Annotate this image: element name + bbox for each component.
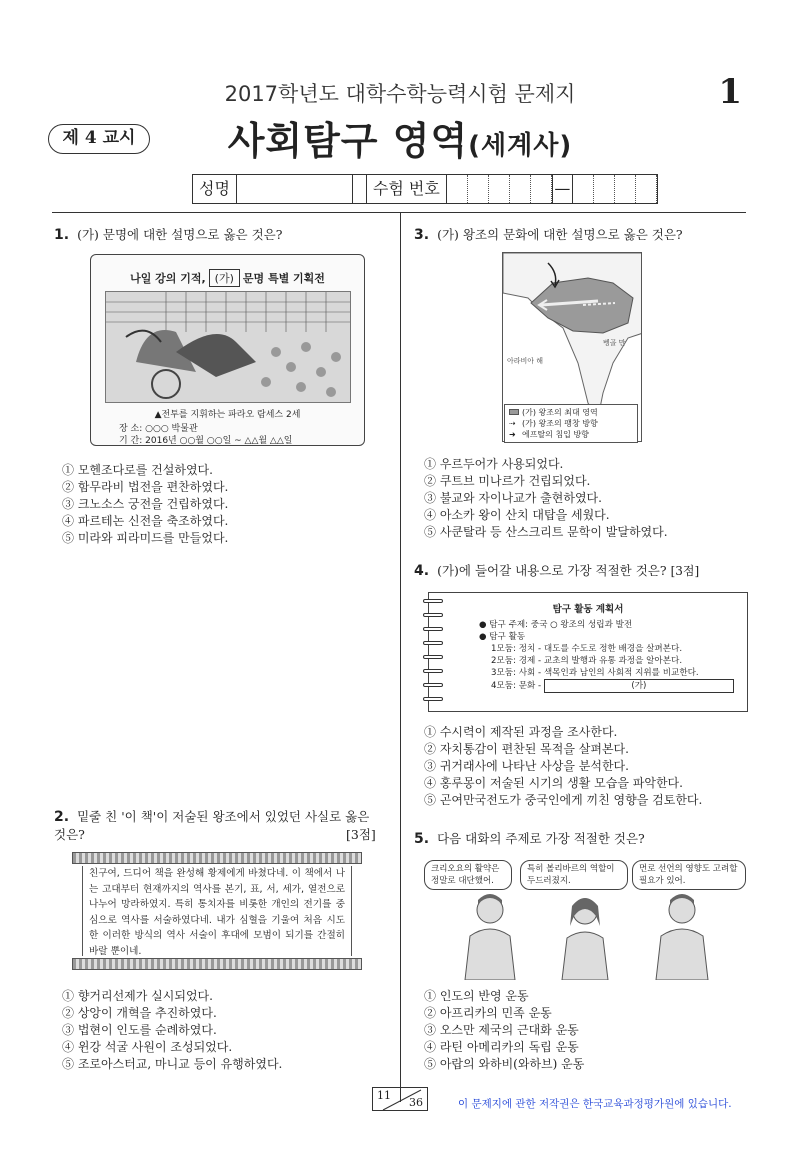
exam-no-label: 수험 번호 <box>367 175 447 203</box>
blank-ga: (가) <box>544 679 734 693</box>
option-4[interactable]: ④ 라틴 아메리카의 독립 운동 <box>424 1040 579 1054</box>
option-1[interactable]: ① 향거리선제가 실시되었다. <box>62 989 213 1003</box>
speech-bubble-3: 먼로 선언의 영향도 고려할 필요가 있어. <box>632 860 746 890</box>
id-gap <box>353 175 367 203</box>
legend-item-invasion: ➜ 에프탈의 침입 방향 <box>509 430 589 439</box>
arabia-label: 아라비아 해 <box>507 357 544 365</box>
poster-title: 나일 강의 기적, (가) 문명 특별 기획전 <box>91 269 364 287</box>
option-5[interactable]: ⑤ 사쿤탈라 등 산스크리트 문학이 발달하였다. <box>424 525 668 539</box>
option-2[interactable]: ② 상앙이 개혁을 추진하였다. <box>62 1006 217 1020</box>
legend-item-expansion: ⇢ (가) 왕조의 팽창 방향 <box>509 419 598 428</box>
option-5[interactable]: ⑤ 아랍의 와하비(와하브) 운동 <box>424 1057 585 1071</box>
poster-period: 기 간: 2016년 ○○월 ○○일 ~ △△월 △△일 <box>119 436 293 446</box>
option-2[interactable]: ② 자치통감이 편찬된 목적을 살펴본다. <box>424 742 629 756</box>
plan-item-4: 4모둠: 문화 - (가) <box>479 679 734 693</box>
option-5[interactable]: ⑤ 미라와 피라미드를 만들었다. <box>62 531 229 545</box>
exam-no-dash: — <box>552 175 573 203</box>
q1-options <box>62 462 228 547</box>
option-3[interactable]: ③ 귀거래사에 나타난 사상을 분석한다. <box>424 759 629 773</box>
speech-bubble-1: 크리오요의 활약은 정말로 대단했어. <box>424 860 512 890</box>
speech-bubble-2: 특히 볼리바르의 역할이 두드러졌지. <box>520 860 628 890</box>
dialogue-illustration <box>420 856 748 980</box>
question-1 <box>54 226 384 244</box>
scroll-top <box>72 852 362 864</box>
question-2 <box>54 808 384 844</box>
subject-sub: (세계사) <box>468 131 573 161</box>
question-number: 5. <box>414 831 430 847</box>
option-2[interactable]: ② 아프리카의 민족 운동 <box>424 1006 552 1020</box>
question-3 <box>414 226 744 244</box>
option-4[interactable]: ④ 파르테논 신전을 축조하였다. <box>62 514 229 528</box>
subject-main: 사회탐구 영역 <box>227 119 469 163</box>
passage-scroll <box>72 852 362 970</box>
exam-title: 2017학년도 대학수학능력시험 문제지 <box>224 82 576 106</box>
question-number: 3. <box>414 227 430 243</box>
option-5[interactable]: ⑤ 조로아스터교, 마니교 등이 유행하였다. <box>62 1057 283 1071</box>
question-number: 2. <box>54 809 70 825</box>
passage-text: 친구여, 드디어 책을 완성해 황제에게 바쳤다네. 이 책에서 나는 고대부터 현재까지의 역사를 본기, 표, 서, 세가, 열전으로 나누어 망라하였지. 특히 통치자를 비롯한 개인의 전기를 중심으로 역사를 서술하였다네. 내가 심혈을 기울여 처음 시도한 이러한 방식의 역사 서술이 후대에 모범이 되기를 간절히 바랄 뿐이네. <box>82 866 352 956</box>
ramesses-relief-image <box>105 291 351 403</box>
header-divider <box>52 212 746 213</box>
plan-title: 탐구 활동 계획서 <box>552 604 624 615</box>
activity-plan-notebook <box>428 592 748 712</box>
subject-title <box>0 110 800 165</box>
blank-ga: (가) <box>209 269 240 287</box>
q3-options <box>424 456 668 541</box>
option-3[interactable]: ③ 법현이 인도를 순례하였다. <box>62 1023 217 1037</box>
question-number: 4. <box>414 563 430 579</box>
page-number: 1 <box>718 72 742 112</box>
question-4 <box>414 562 754 580</box>
question-stem: 다음 대화의 주제로 가장 적절한 것은? <box>437 831 645 846</box>
question-stem: (가) 왕조의 문화에 대한 설명으로 옳은 것은? <box>437 227 683 242</box>
score-label: [3점] <box>346 827 376 842</box>
column-divider <box>400 212 401 1102</box>
poster-info <box>119 423 292 447</box>
option-1[interactable]: ① 모헨조다로를 건설하였다. <box>62 463 213 477</box>
q2-options <box>62 988 282 1073</box>
name-label: 성명 <box>193 175 237 203</box>
option-3[interactable]: ③ 크노소스 궁전을 건립하였다. <box>62 497 229 511</box>
option-1[interactable]: ① 수시력이 제작된 과정을 조사한다. <box>424 725 618 739</box>
page-current: 11 <box>377 1089 391 1102</box>
copyright-notice: 이 문제지에 관한 저작권은 한국교육과정평가원에 있습니다. <box>458 1098 732 1110</box>
q5-options <box>424 988 584 1073</box>
scroll-bottom <box>72 958 362 970</box>
score-label: [3점] <box>670 564 700 578</box>
option-1[interactable]: ① 인도의 반영 운동 <box>424 989 529 1003</box>
legend-item-area: (가) 왕조의 최대 영역 <box>509 407 633 418</box>
plan-item-3: 3모둠: 사회 - 색목인과 남인의 사회적 지위를 비교한다. <box>491 668 699 678</box>
candidate-id-box <box>192 174 658 204</box>
question-stem: (가) 문명에 대한 설명으로 옳은 것은? <box>77 227 283 242</box>
option-2[interactable]: ② 쿠트브 미나르가 건립되었다. <box>424 474 591 488</box>
plan-topic: ● 탐구 주제: 중국 ○ 왕조의 성립과 발전 <box>479 620 633 630</box>
question-stem: (가)에 들어갈 내용으로 가장 적절한 것은? <box>437 563 667 578</box>
option-2[interactable]: ② 함무라비 법전을 편찬하였다. <box>62 480 229 494</box>
question-stem: 밑줄 친 '이 책'이 저술된 왕조에서 있었던 사실로 옳은 것은? <box>54 809 370 842</box>
option-1[interactable]: ① 우르두어가 사용되었다. <box>424 457 564 471</box>
plan-lines <box>479 619 734 693</box>
question-number: 1. <box>54 227 70 243</box>
page-total: 36 <box>409 1096 423 1109</box>
q4-options <box>424 724 702 809</box>
exam-no-field[interactable] <box>447 175 657 203</box>
option-3[interactable]: ③ 불교와 자이나교가 출현하였다. <box>424 491 602 505</box>
period-badge: 제 4 교시 <box>48 124 150 154</box>
option-4[interactable]: ④ 홍루몽이 저술된 시기의 생활 모습을 파악한다. <box>424 776 683 790</box>
bengal-label: 벵골 만 <box>603 339 626 347</box>
poster-caption: ▲전투를 지휘하는 파라오 람세스 2세 <box>154 410 301 420</box>
poster-place: 장 소: ○○○ 박물관 <box>119 424 198 434</box>
option-4[interactable]: ④ 윈강 석굴 사원이 조성되었다. <box>62 1040 233 1054</box>
plan-item-2: 2모둠: 경제 - 교초의 발행과 유통 과정을 알아본다. <box>491 656 683 666</box>
option-3[interactable]: ③ 오스만 제국의 근대화 운동 <box>424 1023 579 1037</box>
option-4[interactable]: ④ 아소카 왕이 산치 대탑을 세웠다. <box>424 508 610 522</box>
plan-activity: ● 탐구 활동 <box>479 632 526 642</box>
page-indicator <box>372 1087 428 1111</box>
exhibition-poster <box>90 254 365 446</box>
map-legend <box>504 404 638 443</box>
plan-item-1: 1모둠: 정치 - 대도를 수도로 정한 배경을 살펴본다. <box>491 644 683 654</box>
option-5[interactable]: ⑤ 곤여만국전도가 중국인에게 끼친 영향을 검토한다. <box>424 793 703 807</box>
name-field[interactable] <box>237 175 353 203</box>
question-5 <box>414 830 744 848</box>
